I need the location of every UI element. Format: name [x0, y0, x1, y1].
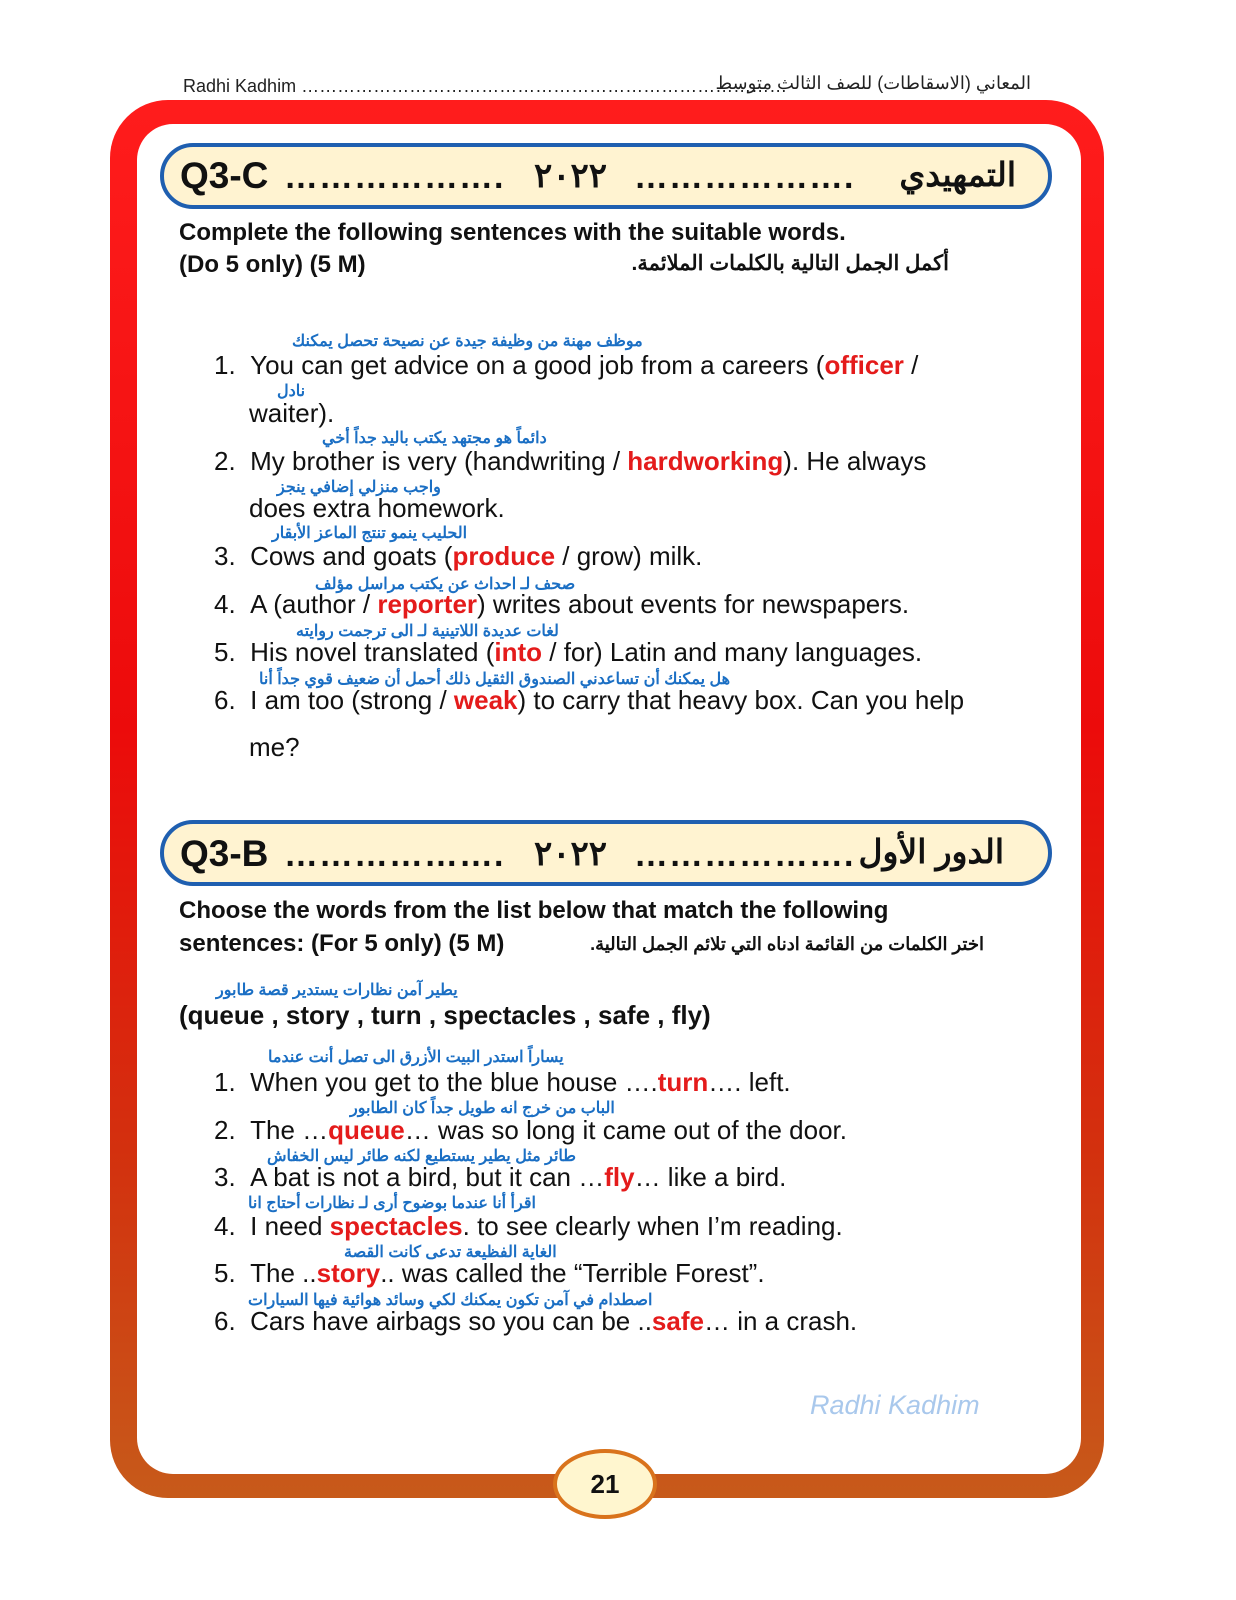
answer-word: officer	[824, 350, 904, 380]
gloss-line: اقرأ أنا عندما بوضوح أرى لـ نظارات أحتاج انا	[248, 1195, 536, 1212]
gloss-line: الحليب ينمو تنتج الماعز الأبقار	[272, 525, 468, 542]
banner-dots-right: ……………….	[634, 158, 855, 196]
header-course-title: المعاني (الاسقاطات) للصف الثالث متوسط	[715, 73, 1031, 93]
banner-arabic-title: التمهيدي	[899, 156, 1016, 193]
answer-word: produce	[452, 541, 556, 571]
header-author: Radhi Kadhim ………………………………………………………………………	[183, 76, 788, 96]
gloss-line: صحف لـ احداث عن يكتب مراسل مؤلف	[315, 576, 576, 593]
answer-word: story	[316, 1258, 381, 1288]
gloss-line: نادل	[277, 383, 306, 400]
sentence-continuation: me?	[249, 732, 300, 762]
sentence-item: 4. I need spectacles. to see clearly when I’m reading.	[214, 1211, 843, 1241]
gloss-line: الباب من خرج انه طويل جداً كان الطابور	[350, 1100, 615, 1117]
banner-label: Q3-B	[180, 833, 269, 874]
banner-dots-left: ……………….	[284, 158, 505, 196]
answer-word: spectacles	[329, 1211, 463, 1241]
banner-dots-left: ……………….	[284, 836, 505, 874]
gloss-line: يساراً استدر البيت الأزرق الى تصل أنت عندما	[268, 1049, 564, 1066]
instruction-line-1: Complete the following sentences with the suitable words.	[179, 219, 846, 246]
sentence-item: 1. You can get advice on a good job from a careers (officer /	[214, 350, 919, 380]
sentence-continuation: waiter).	[249, 398, 335, 428]
answer-word: turn	[657, 1067, 709, 1097]
instruction-line-1: Choose the words from the list below that match the following	[179, 897, 889, 924]
gloss-line: يطير آمن نظارات يستدير قصة طابور	[216, 982, 458, 999]
answer-word: weak	[453, 685, 518, 715]
sentence-item: 6. I am too (strong / weak) to carry that heavy box. Can you help	[214, 685, 965, 715]
banner-year: ٢٠٢٢	[534, 157, 608, 195]
gloss-line: لغات عديدة اللاتينية لـ الى ترجمت روايته	[296, 623, 559, 640]
gloss-line: اصطدام في آمن تكون يمكنك لكي وسائد هوائية فيها السيارات	[248, 1292, 653, 1309]
page-number-badge	[553, 1449, 657, 1519]
sentence-item: 2. The …queue… was so long it came out of the door.	[214, 1115, 847, 1145]
sentence-continuation: does extra homework.	[249, 493, 505, 523]
banner-label: Q3-C	[180, 155, 269, 196]
gloss-line: طائر مثل يطير يستطيع لكنه طائر ليس الخفاش	[267, 1148, 577, 1165]
sentence-item: 2. My brother is very (handwriting / hardworking). He always	[214, 446, 927, 476]
answer-word: hardworking	[627, 446, 784, 476]
instruction-line-2: sentences: (For 5 only) (5 M)	[179, 930, 505, 957]
page-number: 21	[590, 1468, 620, 1499]
author-signature: Radhi Kadhim	[810, 1390, 980, 1420]
sentence-item: 5. His novel translated (into / for) Latin and many languages.	[214, 637, 923, 667]
banner-arabic-title: الدور الأول	[858, 833, 1004, 870]
answer-word: fly	[604, 1162, 635, 1192]
answer-word: queue	[328, 1115, 405, 1145]
sentence-item: 4. A (author / reporter) writes about events for newspapers.	[214, 589, 910, 619]
instruction-arabic: أكمل الجمل التالية بالكلمات الملائمة.	[631, 252, 949, 275]
gloss-line: دائماً هو مجتهد يكتب باليد جداً أخي	[322, 430, 547, 447]
word-list: (queue , story , turn , spectacles , safe , fly)	[179, 1000, 711, 1030]
sentence-item: 3. Cows and goats (produce / grow) milk.	[214, 541, 703, 571]
answer-word: safe	[651, 1306, 704, 1336]
sentence-item: 6. Cars have airbags so you can be ..safe… in a crash.	[214, 1306, 858, 1336]
instruction-arabic: اختر الكلمات من القائمة ادناه التي تلائم الجمل التالية.	[590, 934, 984, 954]
gloss-line: واجب منزلي إضافي ينجز	[277, 479, 441, 496]
sentence-item: 3. A bat is not a bird, but it can …fly… like a bird.	[214, 1162, 787, 1192]
banner-dots-right: ……………….	[634, 836, 855, 874]
banner-year: ٢٠٢٢	[534, 835, 608, 873]
gloss-line: الغاية الفظيعة تدعى كانت القصة	[344, 1244, 557, 1261]
sentence-item: 1. When you get to the blue house ….turn…. left.	[214, 1067, 791, 1097]
gloss-line: موظف مهنة من وظيفة جيدة عن نصيحة تحصل يمكنك	[292, 333, 643, 350]
sentence-item: 5. The ..story.. was called the “Terrible Forest”.	[214, 1258, 765, 1288]
gloss-line: هل يمكنك أن تساعدني الصندوق الثقيل ذلك أحمل أن ضعيف قوي جداً أنا	[259, 671, 731, 688]
answer-word: into	[494, 637, 543, 667]
instruction-line-2: (Do 5 only) (5 M)	[179, 251, 366, 278]
answer-word: reporter	[377, 589, 478, 619]
